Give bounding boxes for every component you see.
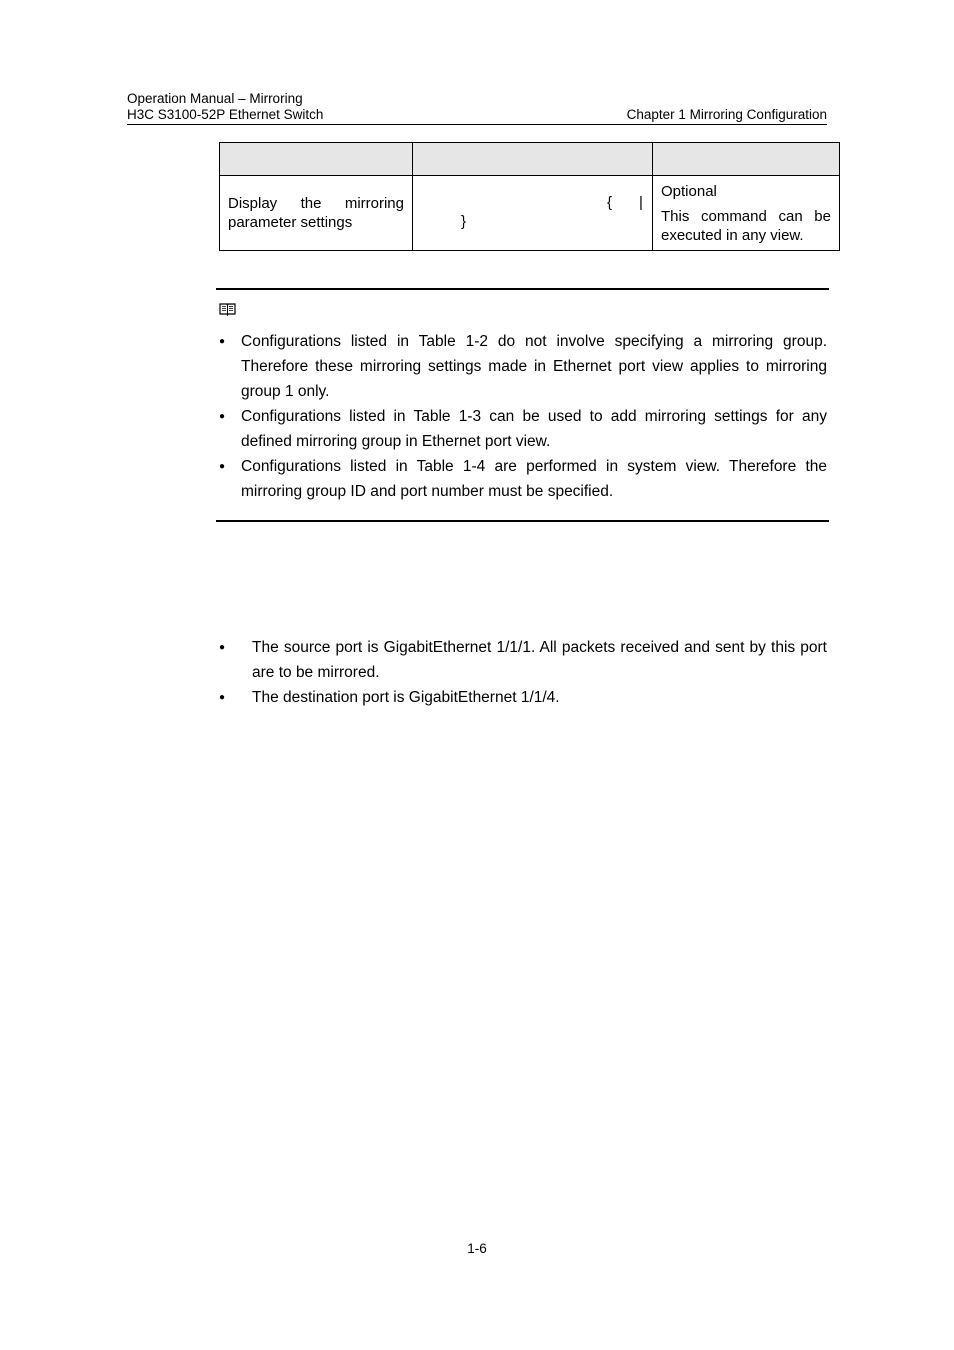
book-icon xyxy=(219,302,236,316)
table-row xyxy=(220,176,840,251)
header-cell-command xyxy=(413,143,653,176)
chapter-title: Chapter 1 Mirroring Configuration xyxy=(626,107,827,122)
list-item-text: The source port is GigabitEthernet 1/1/1. All packets received and sent by this port are to be mirrored. xyxy=(252,639,827,681)
command-cell xyxy=(413,176,653,251)
remarks-cell xyxy=(653,176,840,251)
pipe-symbol: | xyxy=(639,194,643,211)
bullet-icon: ● xyxy=(219,336,226,347)
requirements-list xyxy=(219,635,827,710)
page-number: 1-6 xyxy=(467,1241,487,1256)
command-table xyxy=(219,142,840,251)
header-rule xyxy=(127,124,827,125)
table-header-row xyxy=(220,143,840,176)
list-item-text: The destination port is GigabitEthernet 1/1/4. xyxy=(252,689,560,706)
note-item-text: Configurations listed in Table 1-3 can be used to add mirroring settings for any defined mirroring group in Ethernet port view. xyxy=(241,408,827,450)
note-item xyxy=(219,404,827,454)
list-item xyxy=(219,685,827,710)
remarks-optional: Optional xyxy=(661,182,717,200)
note-item xyxy=(219,454,827,504)
note-item xyxy=(219,329,827,404)
product-name: H3C S3100-52P Ethernet Switch xyxy=(127,107,324,122)
note-top-rule xyxy=(216,288,829,290)
note-list xyxy=(219,329,827,504)
operation-cell: Display the mirroring parameter settings xyxy=(220,176,413,251)
bullet-icon: ● xyxy=(219,461,226,472)
bullet-icon: ● xyxy=(219,692,226,703)
header-cell-operation xyxy=(220,143,413,176)
list-item xyxy=(219,635,827,685)
remarks-description: This command can be executed in any view. xyxy=(661,207,831,244)
note-item-text: Configurations listed in Table 1-2 do not involve specifying a mirroring group. Therefore these mirroring settings made in Ethernet port view applies to mirroring group 1 only. xyxy=(241,333,827,400)
brace-close: } xyxy=(461,213,467,230)
manual-title: Operation Manual – Mirroring xyxy=(127,91,303,106)
note-item-text: Configurations listed in Table 1-4 are performed in system view. Therefore the mirroring group ID and port number must be specified. xyxy=(241,458,827,500)
note-bottom-rule xyxy=(216,520,829,522)
bullet-icon: ● xyxy=(219,411,226,422)
brace-open: { xyxy=(607,194,613,211)
bullet-icon: ● xyxy=(219,642,226,653)
header-cell-remarks xyxy=(653,143,840,176)
